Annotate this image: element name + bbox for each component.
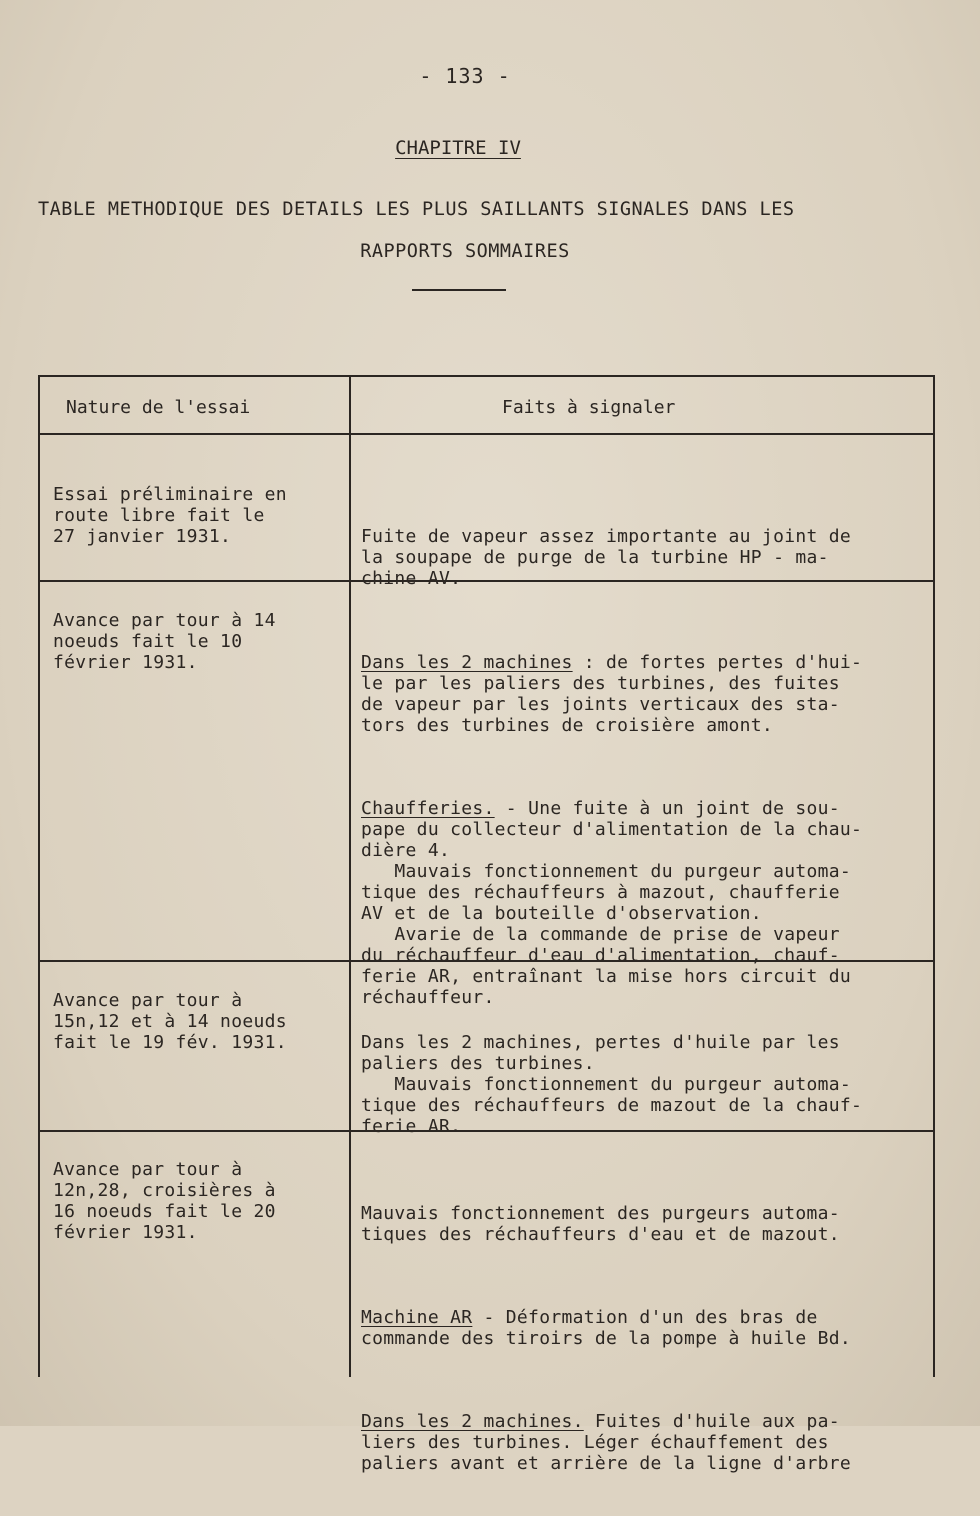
row4-fait-2-text: - Déformation d'un des bras de commande des tiroirs de la pompe à huile Bd. [361,1307,852,1349]
row4-fait-3-text: Fuites d'huile aux pa- liers des turbines. Léger échauffement des paliers avant et arrière de la ligne d'arbre [361,1411,852,1474]
row2-fait-1-lead: Dans les 2 machines [361,652,573,673]
table-title-line2: RAPPORTS SOMMAIRES [360,241,570,262]
row4-fait-1: Mauvais fonctionnement des purgeurs automa- tiques des réchauffeurs d'eau et de mazout. [361,1203,840,1245]
row4-nature: Avance par tour à 12n,28, croisières à 16 noeuds fait le 20 février 1931. [53,1159,276,1243]
row-rule-3 [40,1130,933,1132]
row3-faits [361,990,862,1179]
row2-fait-2 [361,798,862,1008]
row4-fait-3-lead: Dans les 2 machines. [361,1411,584,1432]
row2-faits [361,610,862,1050]
row2-fait-2-text: - Une fuite à un joint de sou- pape du collecteur d'alimentation de la chau- dière 4. Mauvais fonctionnement du purgeur automa- tique des réchauffeurs à mazout, chaufferie AV et de la bouteille d'observation. Avarie de la commande de prise de vapeur du réchauffeur d'eau d'alimentation, chauf- ferie AR, entraînant la mise hors circuit du réchauffeur. [361,798,863,1008]
column-divider [349,377,351,1377]
row4-faits [361,1161,851,1516]
header-faits: Faits à signaler [502,397,676,418]
row-rule-1 [40,580,933,582]
row1-fait-1: Fuite de vapeur assez importante au joint de la soupape de purge de la turbine HP - ma- chine AV. [361,526,852,589]
row2-fait-1-text: : de fortes pertes d'hui- le par les paliers des turbines, des fuites de vapeur par les joints verticaux des sta- tors des turbines de croisière amont. [361,652,863,736]
header-nature: Nature de l'essai [66,397,251,418]
row1-faits [361,484,851,631]
row4-fait-2-lead: Machine AR [361,1307,473,1328]
table-title-line1: TABLE METHODIQUE DES DETAILS LES PLUS SAILLANTS SIGNALES DANS LES [38,199,795,220]
row1-nature: Essai préliminaire en route libre fait le 27 janvier 1931. [53,484,287,547]
page-number: - 133 - [419,64,511,88]
row2-nature: Avance par tour à 14 noeuds fait le 10 février 1931. [53,610,276,673]
row-rule-2 [40,960,933,962]
faits-table [38,375,935,1474]
chapter-heading: CHAPITRE IV [395,137,521,159]
title-underline-rule [412,289,506,291]
row3-nature: Avance par tour à 15n,12 et à 14 noeuds fait le 19 fév. 1931. [53,990,287,1053]
header-rule [40,433,933,435]
row2-fait-1 [361,652,862,736]
row4-fait-3 [361,1411,851,1474]
row3-fait-1: Dans les 2 machines, pertes d'huile par les paliers des turbines. Mauvais fonctionnement du purgeur automa- tique des réchauffeurs de mazout de la chauf- ferie AR. [361,1032,863,1137]
row2-fait-2-lead: Chaufferies. [361,798,495,819]
row4-fait-2 [361,1307,851,1349]
